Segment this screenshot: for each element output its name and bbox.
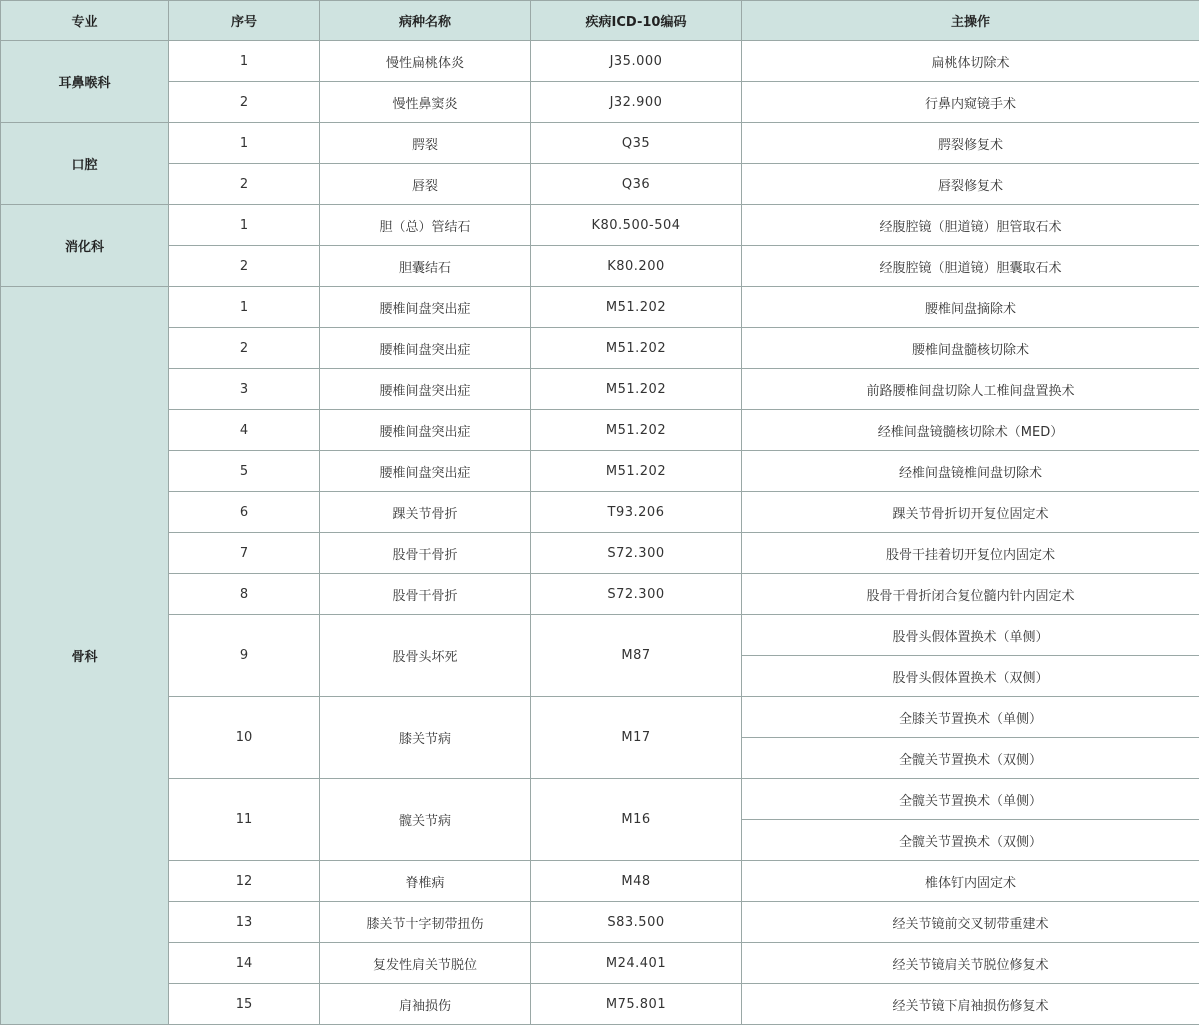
- disease-cell: 腰椎间盘突出症: [320, 451, 531, 492]
- table-row: [1, 574, 1199, 615]
- operation-cell: 踝关节骨折切开复位固定术: [742, 492, 1199, 533]
- no-cell: 2: [169, 164, 320, 205]
- icd-cell: T93.206: [531, 492, 742, 533]
- operation-cell: 经腹腔镜（胆道镜）胆管取石术: [742, 205, 1199, 246]
- dept-cell: 口腔: [1, 123, 169, 205]
- icd-cell: M51.202: [531, 369, 742, 410]
- dept-cell: 消化科: [1, 205, 169, 287]
- disease-cell: 腰椎间盘突出症: [320, 410, 531, 451]
- operation-cell: 腰椎间盘髓核切除术: [742, 328, 1199, 369]
- table-row: [1, 902, 1199, 943]
- icd-cell: M17: [531, 697, 742, 779]
- no-cell: 11: [169, 779, 320, 861]
- icd-cell: S72.300: [531, 533, 742, 574]
- disease-cell: 股骨头坏死: [320, 615, 531, 697]
- no-cell: 1: [169, 287, 320, 328]
- disease-cell: 胆囊结石: [320, 246, 531, 287]
- no-cell: 14: [169, 943, 320, 984]
- table-row: [1, 205, 1199, 246]
- operation-cell: 椎体钉内固定术: [742, 861, 1199, 902]
- table-row: [1, 369, 1199, 410]
- icd-cell: M51.202: [531, 287, 742, 328]
- table-row: [1, 861, 1199, 902]
- operation-cell: 唇裂修复术: [742, 164, 1199, 205]
- no-cell: 4: [169, 410, 320, 451]
- icd-cell: Q36: [531, 164, 742, 205]
- table-row: [1, 451, 1199, 492]
- table-row: [1, 246, 1199, 287]
- disease-cell: 腰椎间盘突出症: [320, 369, 531, 410]
- no-cell: 15: [169, 984, 320, 1025]
- disease-cell: 膝关节病: [320, 697, 531, 779]
- icd-cell: M51.202: [531, 410, 742, 451]
- no-cell: 1: [169, 123, 320, 164]
- header-no: 序号: [169, 1, 320, 41]
- icd-cell: M48: [531, 861, 742, 902]
- table-row: [1, 615, 1199, 656]
- no-cell: 6: [169, 492, 320, 533]
- table-row: [1, 492, 1199, 533]
- operation-cell: 经腹腔镜（胆道镜）胆囊取石术: [742, 246, 1199, 287]
- operation-cell: 全髋关节置换术（双侧）: [742, 738, 1199, 779]
- operation-cell: 全髋关节置换术（单侧）: [742, 779, 1199, 820]
- icd-cell: J32.900: [531, 82, 742, 123]
- disease-cell: 髋关节病: [320, 779, 531, 861]
- disease-cell: 股骨干骨折: [320, 574, 531, 615]
- table-row: [1, 410, 1199, 451]
- disease-cell: 肩袖损伤: [320, 984, 531, 1025]
- dept-cell: 骨科: [1, 287, 169, 1025]
- icd-cell: J35.000: [531, 41, 742, 82]
- icd-cell: S83.500: [531, 902, 742, 943]
- table-row: [1, 82, 1199, 123]
- no-cell: 10: [169, 697, 320, 779]
- header-disease: 病种名称: [320, 1, 531, 41]
- operation-cell: 扁桃体切除术: [742, 41, 1199, 82]
- no-cell: 9: [169, 615, 320, 697]
- icd-cell: S72.300: [531, 574, 742, 615]
- disease-cell: 膝关节十字韧带扭伤: [320, 902, 531, 943]
- no-cell: 2: [169, 82, 320, 123]
- table-row: [1, 287, 1199, 328]
- icd-cell: K80.500-504: [531, 205, 742, 246]
- table-row: [1, 697, 1199, 738]
- table-row: [1, 328, 1199, 369]
- disease-cell: 慢性扁桃体炎: [320, 41, 531, 82]
- icd-cell: K80.200: [531, 246, 742, 287]
- disease-cell: 腰椎间盘突出症: [320, 328, 531, 369]
- disease-cell: 慢性鼻窦炎: [320, 82, 531, 123]
- operation-cell: 前路腰椎间盘切除人工椎间盘置换术: [742, 369, 1199, 410]
- dept-cell: 耳鼻喉科: [1, 41, 169, 123]
- operation-cell: 股骨头假体置换术（双侧）: [742, 656, 1199, 697]
- icd-cell: M87: [531, 615, 742, 697]
- no-cell: 1: [169, 205, 320, 246]
- operation-cell: 行鼻内窥镜手术: [742, 82, 1199, 123]
- disease-cell: 唇裂: [320, 164, 531, 205]
- icd-cell: M24.401: [531, 943, 742, 984]
- no-cell: 12: [169, 861, 320, 902]
- table-row: [1, 984, 1199, 1025]
- table-row: [1, 123, 1199, 164]
- no-cell: 7: [169, 533, 320, 574]
- operation-cell: 经椎间盘镜椎间盘切除术: [742, 451, 1199, 492]
- no-cell: 2: [169, 246, 320, 287]
- disease-cell: 脊椎病: [320, 861, 531, 902]
- operation-cell: 股骨头假体置换术（单侧）: [742, 615, 1199, 656]
- operation-cell: 腭裂修复术: [742, 123, 1199, 164]
- no-cell: 5: [169, 451, 320, 492]
- disease-cell: 股骨干骨折: [320, 533, 531, 574]
- operation-cell: 股骨干挂着切开复位内固定术: [742, 533, 1199, 574]
- table-row: [1, 779, 1199, 820]
- no-cell: 2: [169, 328, 320, 369]
- icd-cell: Q35: [531, 123, 742, 164]
- icd-cell: M51.202: [531, 328, 742, 369]
- icd-cell: M75.801: [531, 984, 742, 1025]
- operation-cell: 经关节镜前交叉韧带重建术: [742, 902, 1199, 943]
- operation-cell: 股骨干骨折闭合复位髓内针内固定术: [742, 574, 1199, 615]
- icd-cell: M16: [531, 779, 742, 861]
- header-operation: 主操作: [742, 1, 1199, 41]
- operation-cell: 经关节镜下肩袖损伤修复术: [742, 984, 1199, 1025]
- table-row: [1, 533, 1199, 574]
- table-row: [1, 943, 1199, 984]
- icd-cell: M51.202: [531, 451, 742, 492]
- no-cell: 8: [169, 574, 320, 615]
- header-row: [1, 1, 1199, 41]
- disease-cell: 腭裂: [320, 123, 531, 164]
- disease-cell: 复发性肩关节脱位: [320, 943, 531, 984]
- operation-cell: 全髋关节置换术（双侧）: [742, 820, 1199, 861]
- disease-cell: 踝关节骨折: [320, 492, 531, 533]
- no-cell: 13: [169, 902, 320, 943]
- header-icd: 疾病ICD-10编码: [531, 1, 742, 41]
- disease-cell: 胆（总）管结石: [320, 205, 531, 246]
- operation-cell: 经椎间盘镜髓核切除术（MED）: [742, 410, 1199, 451]
- no-cell: 1: [169, 41, 320, 82]
- no-cell: 3: [169, 369, 320, 410]
- header-specialty: 专业: [1, 1, 169, 41]
- table-row: [1, 41, 1199, 82]
- operation-cell: 腰椎间盘摘除术: [742, 287, 1199, 328]
- table-row: [1, 164, 1199, 205]
- operation-cell: 经关节镜肩关节脱位修复术: [742, 943, 1199, 984]
- operation-cell: 全膝关节置换术（单侧）: [742, 697, 1199, 738]
- disease-cell: 腰椎间盘突出症: [320, 287, 531, 328]
